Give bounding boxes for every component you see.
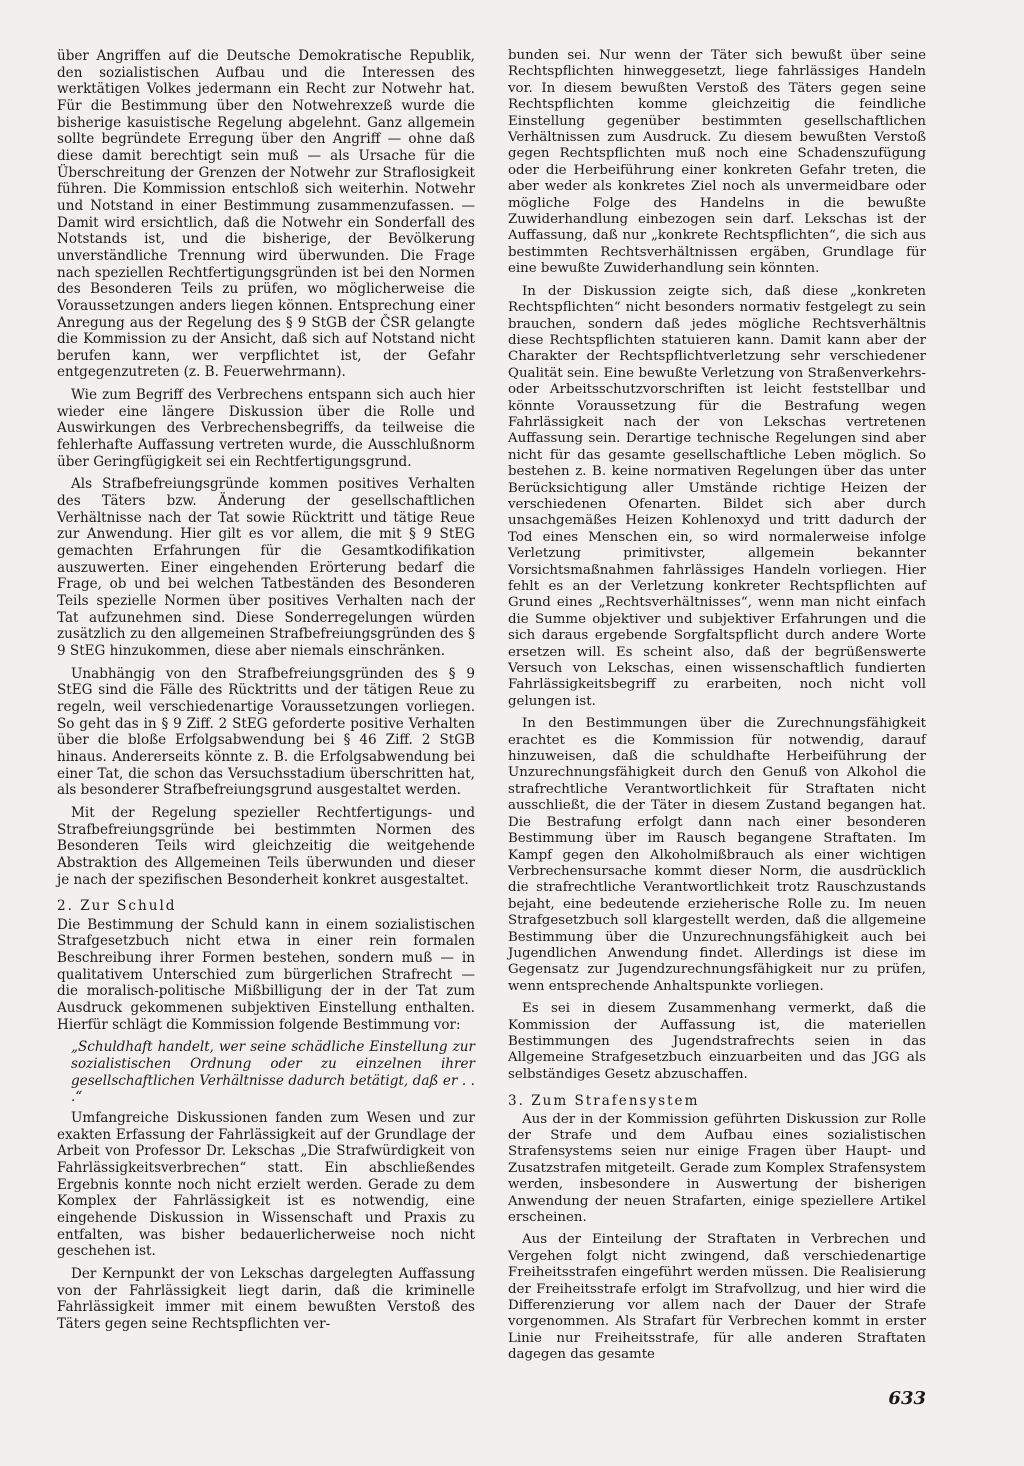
paragraph: Mit der Regelung spezieller Rechtfertigungs- und Strafbefreiungsgründe bei bestimmten Normen des Besonderen Teils wird gleichzeitig die weitgehende Abstraktion des Allgemeinen Teils überwunden und dieser je nach der spezifischen Besonderheit konkret ausgestaltet.: [57, 804, 475, 888]
page-number: 633: [888, 1388, 926, 1409]
paragraph: Wie zum Begriff des Verbrechens entspann sich auch hier wieder eine längere Diskussion über die Rolle und Auswirkungen des Verbrechensbegriffs, da teilweise die fehlerhafte Auffassung vertreten wurde, die Ausschlußnorm über Geringfügigkeit sei ein Rechtfertigungsgrund.: [57, 387, 475, 470]
left-column: [57, 48, 475, 1339]
paragraph: Umfangreiche Diskussionen fanden zum Wesen und zur exakten Erfassung der Fahrlässigkeit auf der Grundlage der Arbeit von Professor Dr. Lekschas „Die Strafwürdigkeit von Fahrlässigkeitsverbrechen“ statt. Ein abschließendes Ergebnis konnte noch nicht erzielt werden. Gerade zu dem Komplex der Fahrlässigkeit ist es notwendig, eine eingehende Diskussion in Wissenschaft und Praxis zu entfalten, was bisher bedauerlicherweise noch nicht geschehen ist.: [57, 1110, 475, 1260]
paragraph: Als Strafbefreiungsgründe kommen positives Verhalten des Täters bzw. Änderung der gesellschaftlichen Verhältnisse nach der Tat sowie Rücktritt und tätige Reue zur Anwendung. Hier gilt es vor allem, die mit § 9 StEG gemachten Erfahrungen für die Gesamtkodifikation auszuwerten. Einer eingehenden Erörterung bedarf die Frage, ob und bei welchen Tatbeständen des Besonderen Teils spezielle Normen über positives Verhalten nach der Tat aufzunehmen sind. Diese Sonderregelungen würden zusätzlich zu den allgemeinen Strafbefreiungsgründen des § 9 StEG hinzukommen, diese aber niemals einschränken.: [57, 476, 475, 659]
paragraph: Aus der in der Kommission geführten Diskussion zur Rolle der Strafe und dem Aufbau eines sozialistischen Strafensystems seien nur einige Fragen über Haupt- und Zusatzstrafen mitgeteilt. Gerade zum Komplex Strafensystem werden, insbesondere in Auswertung der bisherigen Anwendung der neuen Strafarten, einige speziellere Artikel erscheinen.: [508, 1111, 926, 1226]
paragraph: Aus der Einteilung der Straftaten in Verbrechen und Vergehen folgt nicht zwingend, daß verschiedenartige Freiheitsstrafen eingeführt werden müssen. Die Realisierung der Freiheitsstrafe erfolgt im Strafvollzug, und hier wird die Differenzierung vor allem nach der Dauer der Strafe vorgenommen. Als Strafart für Verbrechen kommt in erster Linie nur Freiheitsstrafe, für alle anderen Straftaten dagegen das gesamte: [508, 1232, 926, 1363]
paragraph: Die Bestimmung der Schuld kann in einem sozialistischen Strafgesetzbuch nicht etwa in einer rein formalen Beschreibung ihrer Formen bestehen, sondern muß — in qualitativem Unterschied zum bürgerlichen Strafrecht — die moralisch-politische Mißbilligung der in der Tat zum Ausdruck gekommenen subjektiven Einstellung enthalten. Hierfür schlägt die Kommission folgende Bestimmung vor:: [57, 916, 475, 1033]
paragraph: bunden sei. Nur wenn der Täter sich bewußt über seine Rechtspflichten hinweggesetzt, liege fahrlässiges Handeln vor. In diesem bewußten Verstoß des Täters gegen seine Rechtspflichten komme gleichzeitig die feindliche Einstellung gegenüber bestimmten gesellschaftlichen Verhältnissen zum Ausdruck. Zu diesem bewußten Verstoß gegen Rechtspflichten muß noch eine Schadenszufügung oder die Herbeiführung einer konkreten Gefahr treten, die aber weder als konkretes Ziel noch als unvermeidbare oder mögliche Folge des Handelns in die bewußte Zuwiderhandlung einbezogen sein darf. Lekschas ist der Auffassung, daß nur „konkrete Rechtspflichten“, die sich aus bestimmten Rechtsverhältnissen ergäben, Grundlage für eine bewußte Zuwiderhandlung sein könnten.: [508, 48, 926, 277]
paragraph: In den Bestimmungen über die Zurechnungsfähigkeit erachtet es die Kommission für notwendig, darauf hinzuweisen, daß die schuldhafte Herbeiführung der Unzurechnungsfähigkeit durch den Genuß von Alkohol die strafrechtliche Verantwortlichkeit für Straftaten nicht ausschließt, die der Täter in diesem Zustand begangen hat. Die Bestrafung erfolgt dann nach einer besonderen Bestimmung über im Rausch begangene Straftaten. Im Kampf gegen den Alkoholmißbrauch als einer wichtigen Verbrechensursache kommt dieser Norm, die ausdrücklich die strafrechtliche Verantwortlichkeit trotz Rauschzustands bejaht, eine bedeutende erzieherische Rolle zu. Im neuen Strafgesetzbuch soll klargestellt werden, daß die allgemeine Bestimmung über die Unzurechnungsfähigkeit auch bei Jugendlichen Anwendung findet. Allerdings ist diese im Gegensatz zur Jugendzurechnungsfähigkeit nur zu prüfen, wenn entsprechende Anhaltspunkte vorliegen.: [508, 716, 926, 994]
paragraph: Unabhängig von den Strafbefreiungsgründen des § 9 StEG sind die Fälle des Rücktritts und der tätigen Reue zu regeln, weil verschiedenartige Voraussetzungen vorliegen. So geht das in § 9 Ziff. 2 StEG geforderte positive Verhalten über die bloße Erfolgsabwendung bei § 46 Ziff. 2 StGB hinaus. Andererseits könnte z. B. die Erfolgsabwendung bei einer Tat, die schon das Versuchsstadium überschritten hat, als besonderer Strafbefreiungsgrund ausgestaltet werden.: [57, 665, 475, 799]
paragraph: In der Diskussion zeigte sich, daß diese „konkreten Rechtspflichten“ nicht besonders normativ festgelegt zu sein brauchen, sondern daß jedes mögliche Rechtsverhältnis diese Rechtspflichten statuieren kann. Damit kann aber der Charakter der Rechtspflichtverletzung sehr verschiedener Qualität sein. Eine bewußte Verletzung von Straßenverkehrs- oder Arbeitsschutzvorschriften ist leicht feststellbar und könnte Voraussetzung für die Bestrafung wegen Fahrlässigkeit nach der von Lekschas vertretenen Auffassung sein. Derartige technische Regelungen sind aber nicht für das gesamte gesellschaftliche Leben möglich. So bestehen z. B. keine normativen Regelungen über das unter Berücksichtigung aller Umstände richtige Heizen der verschiedenen Ofenarten. Bildet sich aber durch unsachgemäßes Heizen Kohlenoxyd und tritt dadurch der Tod eines Menschen ein, so wird normalerweise infolge Verletzung primitivster, allgemein bekannter Vorsichtsmaßnahmen fahrlässiges Handeln vorliegen. Hier fehlt es an der Verletzung konkreter Rechtspflichten auf Grund eines „Rechtsverhältnisses“, wenn man nicht einfach die Summe objektiver und subjektiver Erfahrungen und die sich daraus ergebende Sorgfaltspflicht durch andere Worte ersetzen will. Es scheint also, daß der begrüßenswerte Versuch von Lekschas, einen wissenschaftlich fundierten Fahrlässigkeitsbegriff zu erarbeiten, noch nicht voll gelungen ist.: [508, 283, 926, 709]
paragraph: über Angriffen auf die Deutsche Demokratische Republik, den sozialistischen Aufbau und die Interessen des werktätigen Volkes jedermann ein Recht zur Notwehr hat. Für die Bestimmung über den Notwehrexzeß wurde die bisherige kasuistische Regelung abgelehnt. Ganz allgemein sollte begründete Erregung über den Angriff — ohne daß diese damit berechtigt sein muß — als Ursache für die Überschreitung der Grenzen der Notwehr zur Straflosigkeit führen. Die Kommission entschloß sich weiterhin. Notwehr und Notstand in einer Bestimmung zusammenzufassen. — Damit wird ersichtlich, daß die Notwehr ein Sonderfall des Notstands ist, und die bisherige, der Bevölkerung unverständliche Trennung wird überwunden. Die Frage nach speziellen Rechtfertigungsgründen ist bei den Normen des Besonderen Teils zu prüfen, wo möglicherweise die Voraussetzungen anders liegen können. Entsprechung einer Anregung aus der Regelung des § 9 StGB der ČSR gelangte die Kommission zu der Ansicht, daß sich auf Notstand nicht berufen kann, wer verpflichtet ist, der Gefahr entgegenzutreten (z. B. Feuerwehrmann).: [57, 48, 475, 381]
section-heading: 2. Zur Schuld: [57, 898, 177, 915]
quoted-provision: „Schuldhaft handelt, wer seine schädliche Einstellung zur sozialistischen Ordnung oder zu einzelnen ihrer gesellschaftlichen Verhältnisse dadurch betätigt, daß er . . .“: [71, 1039, 475, 1106]
right-column: [508, 48, 926, 1370]
section-heading: 3. Zum Strafensystem: [508, 1093, 700, 1110]
paragraph: Der Kernpunkt der von Lekschas dargelegten Auffassung von der Fahrlässigkeit liegt darin, daß die kriminelle Fahrlässigkeit immer mit einem bewußten Verstoß des Täters gegen seine Rechtspflichten ver-: [57, 1265, 475, 1332]
paragraph: Es sei in diesem Zusammenhang vermerkt, daß die Kommission der Auffassung ist, die materiellen Bestimmungen des Jugendstrafrechts seien in das Allgemeine Strafgesetzbuch einzuarbeiten und das JGG als selbständiges Gesetz abzuschaffen.: [508, 1001, 926, 1082]
